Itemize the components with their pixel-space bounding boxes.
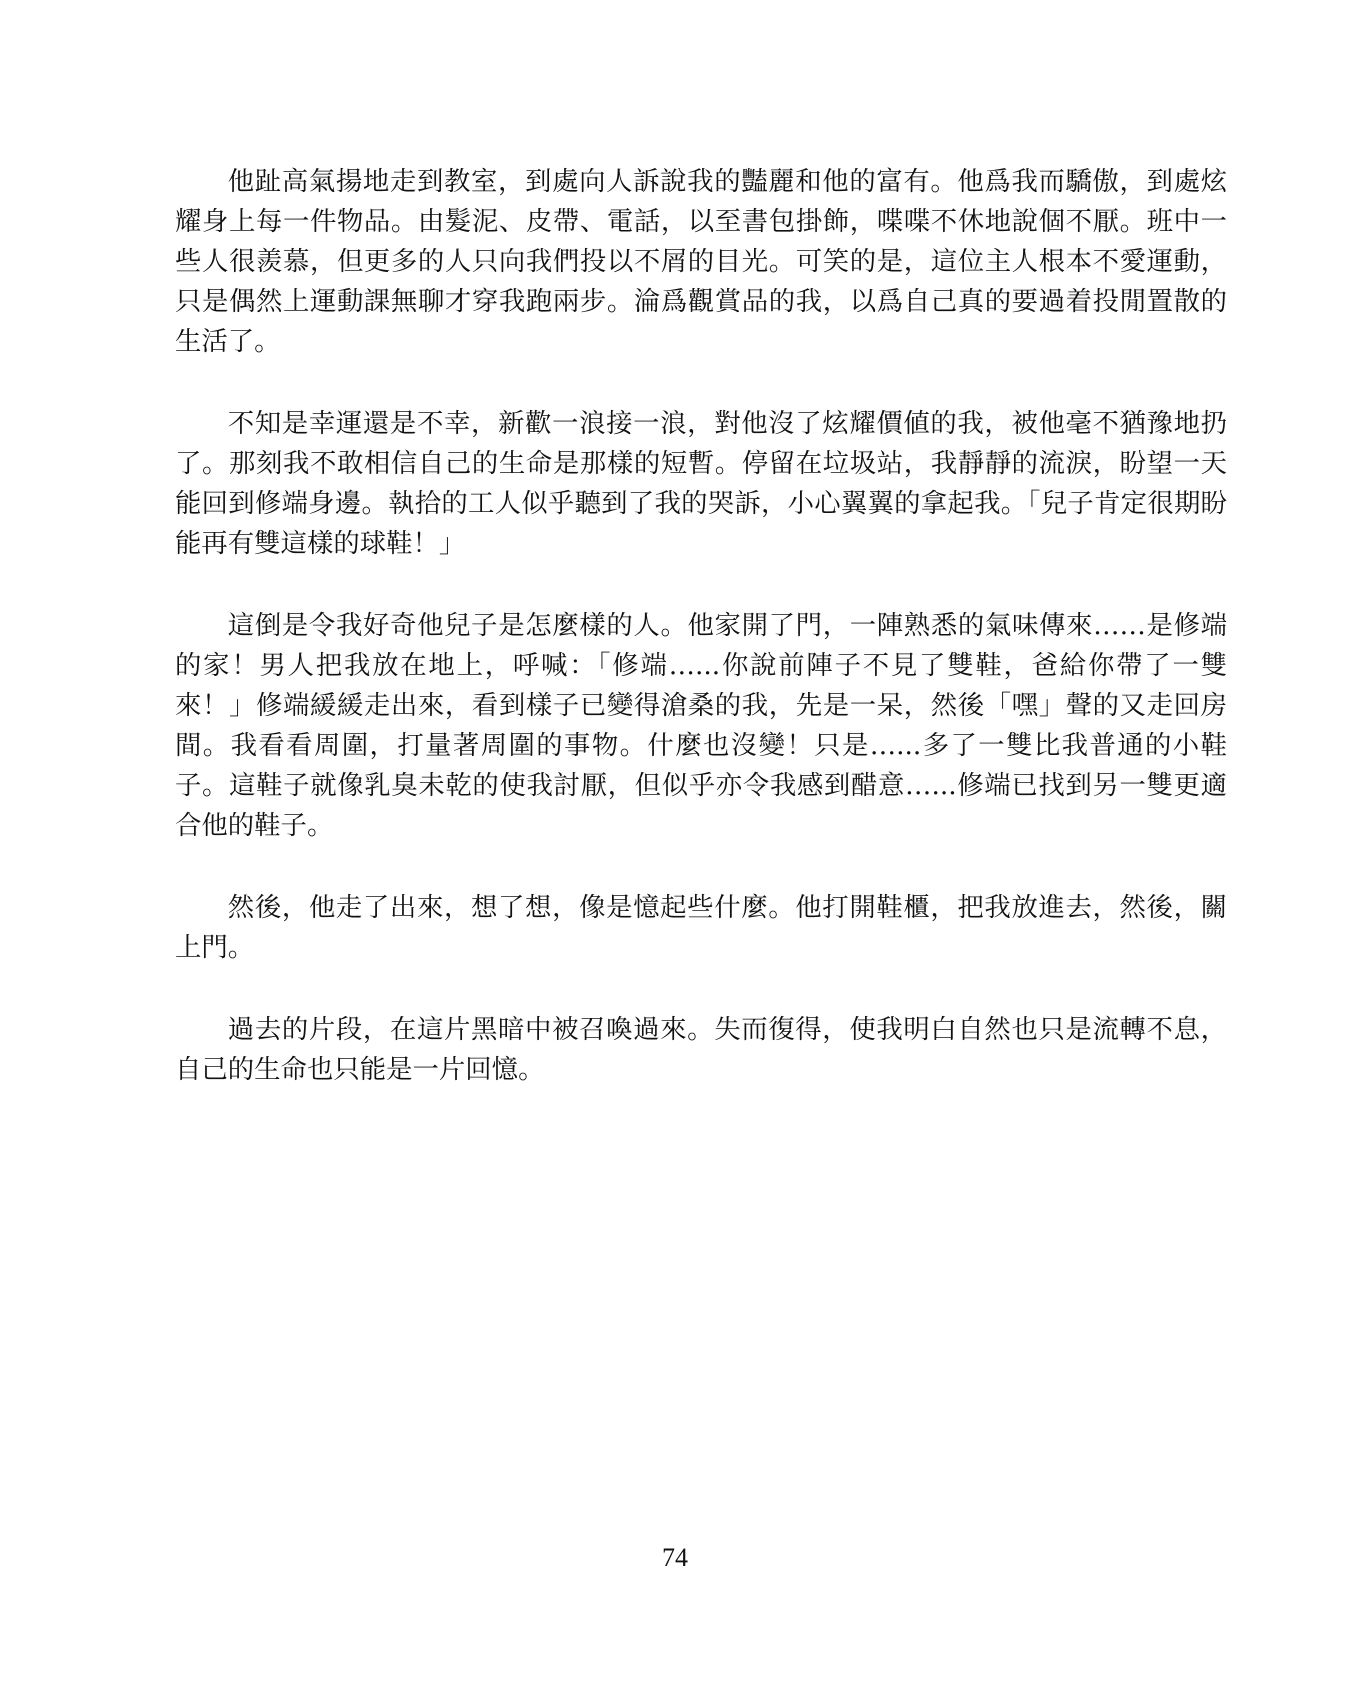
paragraph-5: 過去的片段，在這片黑暗中被召喚過來。失而復得，使我明白自然也只是流轉不息，自己的生命也只能是一片回憶。 [175,1014,1227,1085]
paragraph-2: 不知是幸運還是不幸，新歡一浪接一浪，對他沒了炫耀價値的我，被他毫不猶豫地扔了。那刻我不敢相信自己的生命是那樣的短暫。停留在垃圾站，我靜靜的流淚，盼望一天能回到修端身邊。執拾的工人似乎聽到了我的哭訴，小心翼翼的拿起我。「兒子肯定很期盼能再有雙這樣的球鞋！」 [175,408,1227,559]
paragraph-3: 這倒是令我好奇他兒子是怎麼樣的人。他家開了門，一陣熟悉的氣味傳來……是修端的家！男人把我放在地上，呼喊：「修端…...你說前陣子不見了雙鞋，爸給你帶了一雙來！」修端緩緩走出來，看到樣子已變得滄桑的我，先是一呆，然後「嘿」聲的又走回房間。我看看周圍，打量著周圍的事物。什麼也沒變！只是…...多了一雙比我普通的小鞋子。這鞋子就像乳臭未乾的使我討厭，但似乎亦令我感到醋意…...修端已找到另一雙更適合他的鞋子。 [175,610,1227,841]
page-number: 74 [662,1543,688,1572]
paragraph-1: 他趾高氣揚地走到教室，到處向人訴說我的豔麗和他的富有。他爲我而驕傲，到處炫耀身上每一件物品。由髮泥、皮帶、電話，以至書包掛飾，喋喋不休地說個不厭。班中一些人很羨慕，但更多的人只向我們投以不屑的目光。可笑的是，這位主人根本不愛運動，只是偶然上運動課無聊才穿我跑兩步。淪爲觀賞品的我，以爲自己真的要過着投閒置散的生活了。 [175,166,1227,357]
body-text [175,162,1227,1132]
paragraph-4: 然後，他走了出來，想了想，像是憶起些什麼。他打開鞋櫃，把我放進去，然後，關上門。 [175,892,1227,963]
